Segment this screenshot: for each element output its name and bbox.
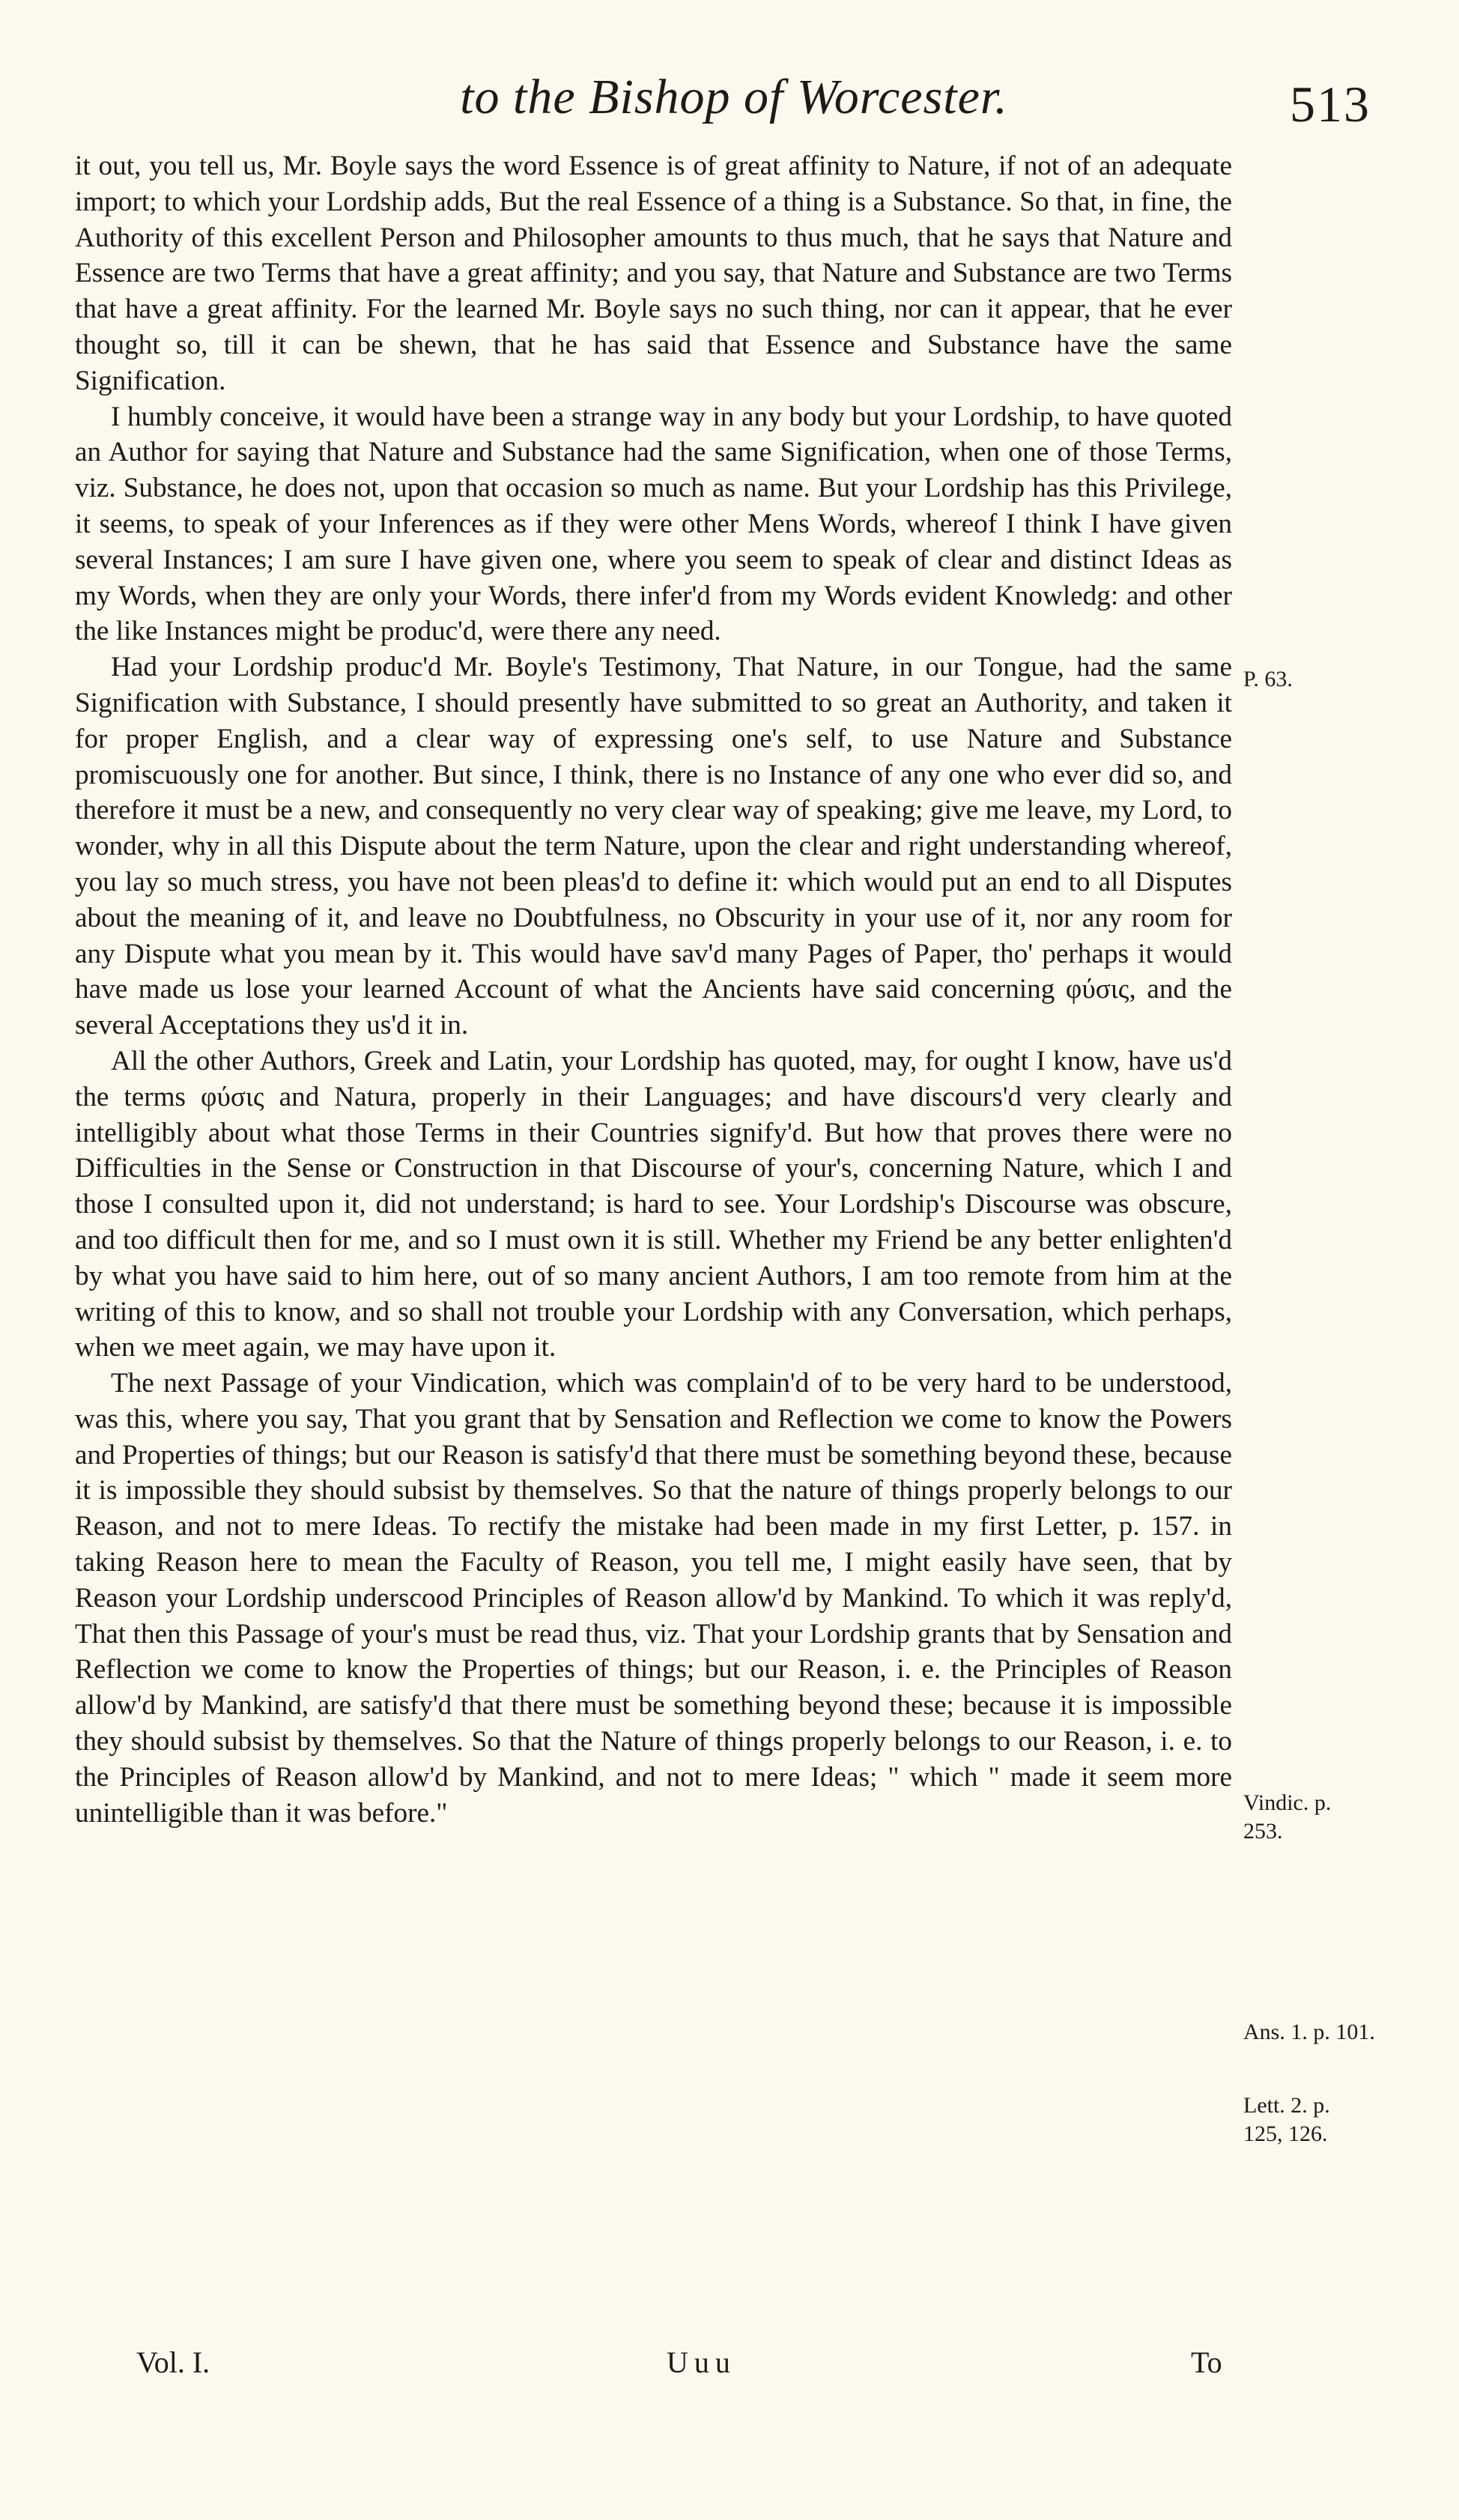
paragraph: I humbly conceive, it would have been a strange way in any body but your Lordship, to have quoted an Author for saying that Nature and Substance had the same Signification, when one of those Terms, viz. Substance, he does not, upon that occasion so much as name. But your Lordship has this Privilege, it seems, to speak of your Inferences as if they were other Mens Words, whereof I think I have given several Instances; I am sure I have given one, where you seem to speak of clear and distinct Ideas as my Words, when they are only your Words, there infer'd from my Words evident Knowledg: and other the like Instances might be produc'd, were there any need. [75,401,1232,647]
page-number: 513 [1290,76,1371,133]
paragraph: The next Passage of your Vindication, which was complain'd of to be very hard to be understood, was this, where you say, That you grant that by Sensation and Reflection we come to know the Powers and Properties of things; but our Reason is satisfy'd that there must be something beyond these, because it is impossible they should subsist by themselves. So that the nature of things properly belongs to our Reason, and not to mere Ideas. To rectify the mistake had been made in my first Letter, p. 157. in taking Reason here to mean the Faculty of Reason, you tell me, I might easily have seen, that by Reason your Lordship underscood Principles of Reason allow'd by Mankind. To which it was reply'd, That then this Passage of your's must be read thus, viz. That your Lordship grants that by Sensation and Reflection we come to know the Properties of things; but our Reason, i. e. the Principles of Reason allow'd by Mankind, are satisfy'd that there must be something beyond these; because it is impossible they should subsist by themselves. So that the Nature of things properly belongs to our Reason, i. e. to the Principles of Reason allow'd by Mankind, and not to mere Ideas; " which " made it seem more unintelligible than it was before." [75,1368,1232,1829]
catchword: To [1191,2345,1222,2379]
volume-label: Vol. I. [136,2345,210,2379]
margin-note: P. 63. [1243,667,1293,691]
page-footer [0,2345,1459,2390]
paragraph: All the other Authors, Greek and Latin, your Lordship has quoted, may, for ought I know, have us'd the terms φύσις and Natura, properly in their Languages; and have discours'd very clearly and intelligibly about what those Terms in their Countries signify'd. But how that proves there were no Difficulties in the Sense or Construction in that Discourse of your's, concerning Nature, which I and those I consulted upon it, did not understand; is hard to see. Your Lordship's Discourse was obscure, and too difficult then for me, and so I must own it is still. Whether my Friend be any better enlighten'd by what you have said to him here, out of so many ancient Authors, I am too remote from him at the writing of this to know, and so shall not trouble your Lordship with any Conversation, which perhaps, when we meet again, we may have upon it. [75,1045,1232,1363]
page-header [75,69,1393,136]
paragraph: Had your Lordship produc'd Mr. Boyle's Testimony, That Nature, in our Tongue, had the same Signification with Substance, I should presently have submitted to so great an Authority, and taken it for proper English, and a clear way of expressing one's self, to use Nature and Substance promiscuously one for another. But since, I think, there is no Instance of any one who ever did so, and therefore it must be a new, and consequently no very clear way of speaking; give me leave, my Lord, to wonder, why in all this Dispute about the term Nature, upon the clear and right understanding whereof, you lay so much stress, you have not been pleas'd to define it: which would put an end to all Disputes about the meaning of it, and leave no Doubtfulness, no Obscurity in your use of it, nor any room for any Dispute what you mean by it. This would have sav'd many Pages of Paper, tho' perhaps it would have made us lose your learned Account of what the Ancients have said concerning φύσις, and the several Acceptations they us'd it in. [75,652,1232,1041]
running-title: to the Bishop of Worcester. [460,70,1008,124]
margin-note: Vindic. p. 253. [1243,1790,1332,1844]
signature-mark: Uuu [667,2345,736,2379]
paragraph: it out, you tell us, Mr. Boyle says the word Essence is of great affinity to Nature, if not of an adequate import; to which your Lordship adds, But the real Essence of a thing is a Substance. So that, in fine, the Authority of this excellent Person and Philosopher amounts to thus much, that he says that Nature and Essence are two Terms that have a great affinity; and you say, that Nature and Substance are two Terms that have a great affinity. For the learned Mr. Boyle says no such thing, nor can it appear, that he ever thought so, till it can be shewn, that he has said that Essence and Substance have the same Signification. [75,151,1232,396]
margin-note: Lett. 2. p. 125, 126. [1243,2093,1330,2146]
margin-note: Ans. 1. p. 101. [1243,2020,1375,2044]
body-text [75,148,1232,1831]
